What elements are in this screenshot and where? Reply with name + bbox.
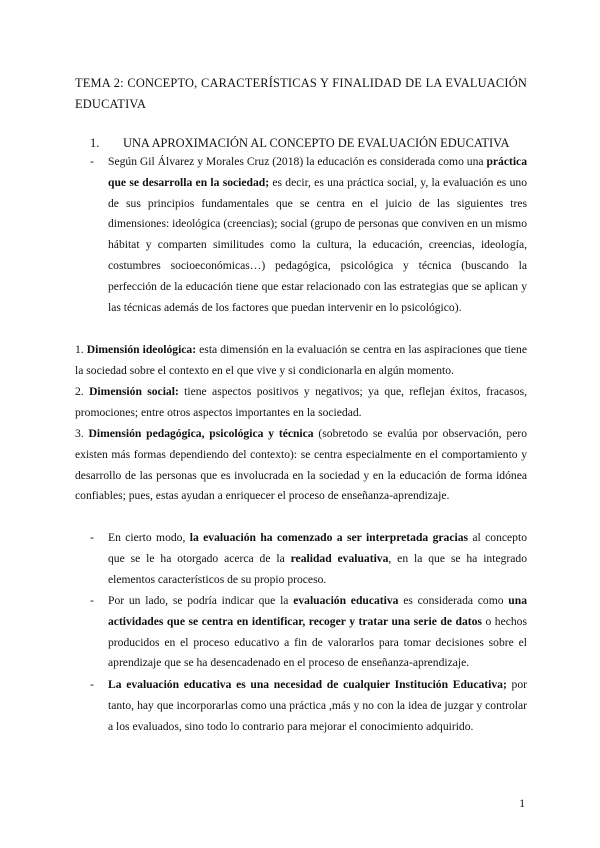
intro-text-2: es decir, es una práctica social, y, la evaluación es uno de sus principios fundamentales que se centra en el juicio de las siguientes tres dimensiones: ideológica (creencias); social (grupo de personas que conviven en un mismo hábitat y comparten similitudes como la cultura, la educación, creencias, ideología, costumbres socioeconómicas…) pedagógica, psicológica y técnica (buscando la perfección de la educación tiene que estar relacionado con las estrategias que se aplican y las técnicas además de los factores que puedan intervenir en lo psicológico).	[108, 175, 527, 314]
section-heading	[90, 135, 509, 151]
page-number: 1	[519, 797, 525, 810]
document-title: TEMA 2: CONCEPTO, CARACTERÍSTICAS Y FINALIDAD DE LA EVALUACIÓN EDUCATIVA	[75, 76, 527, 111]
bullet-bold-2: una actividades que se centra en identificar, recoger y tratar una serie de datos	[108, 594, 527, 628]
dimension-label: Dimensión pedagógica, psicológica y técnica	[88, 427, 314, 440]
bullet-bold-2: realidad evaluativa	[290, 551, 389, 565]
section-number: 1.	[90, 136, 100, 150]
bullet-item-2	[108, 591, 527, 674]
section-heading-text: UNA APROXIMACIÓN AL CONCEPTO DE EVALUACIÓN EDUCATIVA	[123, 136, 510, 150]
dimension-text: esta dimensión en la evaluación se centra en las aspiraciones que tiene la sociedad sobre el contexto en el que vive y si condicionarla en algún momento.	[75, 343, 527, 377]
intro-text-1: Según Gil Álvarez y Morales Cruz (2018) la educación es considerada como una	[108, 155, 487, 168]
bullet-text-2: por tanto, hay que incorporarlas como una práctica ,más y no con la idea de juzgar y controlar a los evaluados, sino todo lo contrario para mejorar el conocimiento adquirido.	[108, 678, 527, 733]
bullet-text-3: o hechos producidos en el proceso educativo a fin de valorarlos para tomar decisiones sobre el aprendizaje que se ha desencadenado en el proceso de enseñanza-aprendizaje.	[108, 614, 527, 670]
dimension-label: Dimensión social:	[89, 385, 179, 398]
bullet-text-1: En cierto modo,	[108, 531, 190, 544]
bullet-marker: -	[90, 155, 94, 168]
bullet-text-2: al concepto que se le ha otorgado acerca de la	[108, 531, 527, 565]
intro-paragraph	[108, 152, 527, 318]
dimension-item-social	[75, 382, 527, 424]
dimension-number: 2.	[75, 385, 84, 398]
bullet-item-3	[108, 675, 527, 737]
dimension-text: tiene aspectos positivos y negativos; ya que, reflejan éxitos, fracasos, promociones; entre otros aspectos importantes en la sociedad.	[75, 385, 527, 419]
bullet-marker: -	[90, 678, 94, 691]
bullet-item-1	[108, 528, 527, 590]
bullet-marker: -	[90, 531, 94, 544]
dimension-number: 3.	[75, 427, 84, 440]
intro-bold-1: práctica que se desarrolla en la sociedad;	[108, 155, 527, 189]
bullet-bold-1: evaluación educativa	[293, 594, 399, 607]
dimension-label: Dimensión ideológica:	[86, 343, 197, 356]
dimension-text: (sobretodo se evalúa por observación, pero existen más formas dependiendo del contexto): se centra especialmente en el comportamiento y desarrollo de las personas que es involucrada en la sociedad y en la educación de forma idónea confiables; pues, estas ayudan a enriquecer el proceso de enseñanza-aprendizaje.	[75, 427, 528, 503]
bullet-text-3: , en la que se ha integrado elementos característicos de su propio proceso.	[108, 551, 527, 586]
bullet-text-2: es considerada como	[398, 594, 509, 607]
bullet-bold-1: la evaluación ha comenzado a ser interpretada gracias	[189, 531, 468, 544]
dimension-item-ideologica	[75, 340, 527, 382]
dimension-item-pedagogica	[75, 424, 527, 507]
dimension-number: 1.	[75, 343, 84, 356]
bullet-marker: -	[90, 594, 94, 607]
bullet-text-1: Por un lado, se podría indicar que la	[108, 594, 294, 607]
bullet-bold-1: La evaluación educativa es una necesidad de cualquier Institución Educativa;	[108, 678, 507, 691]
